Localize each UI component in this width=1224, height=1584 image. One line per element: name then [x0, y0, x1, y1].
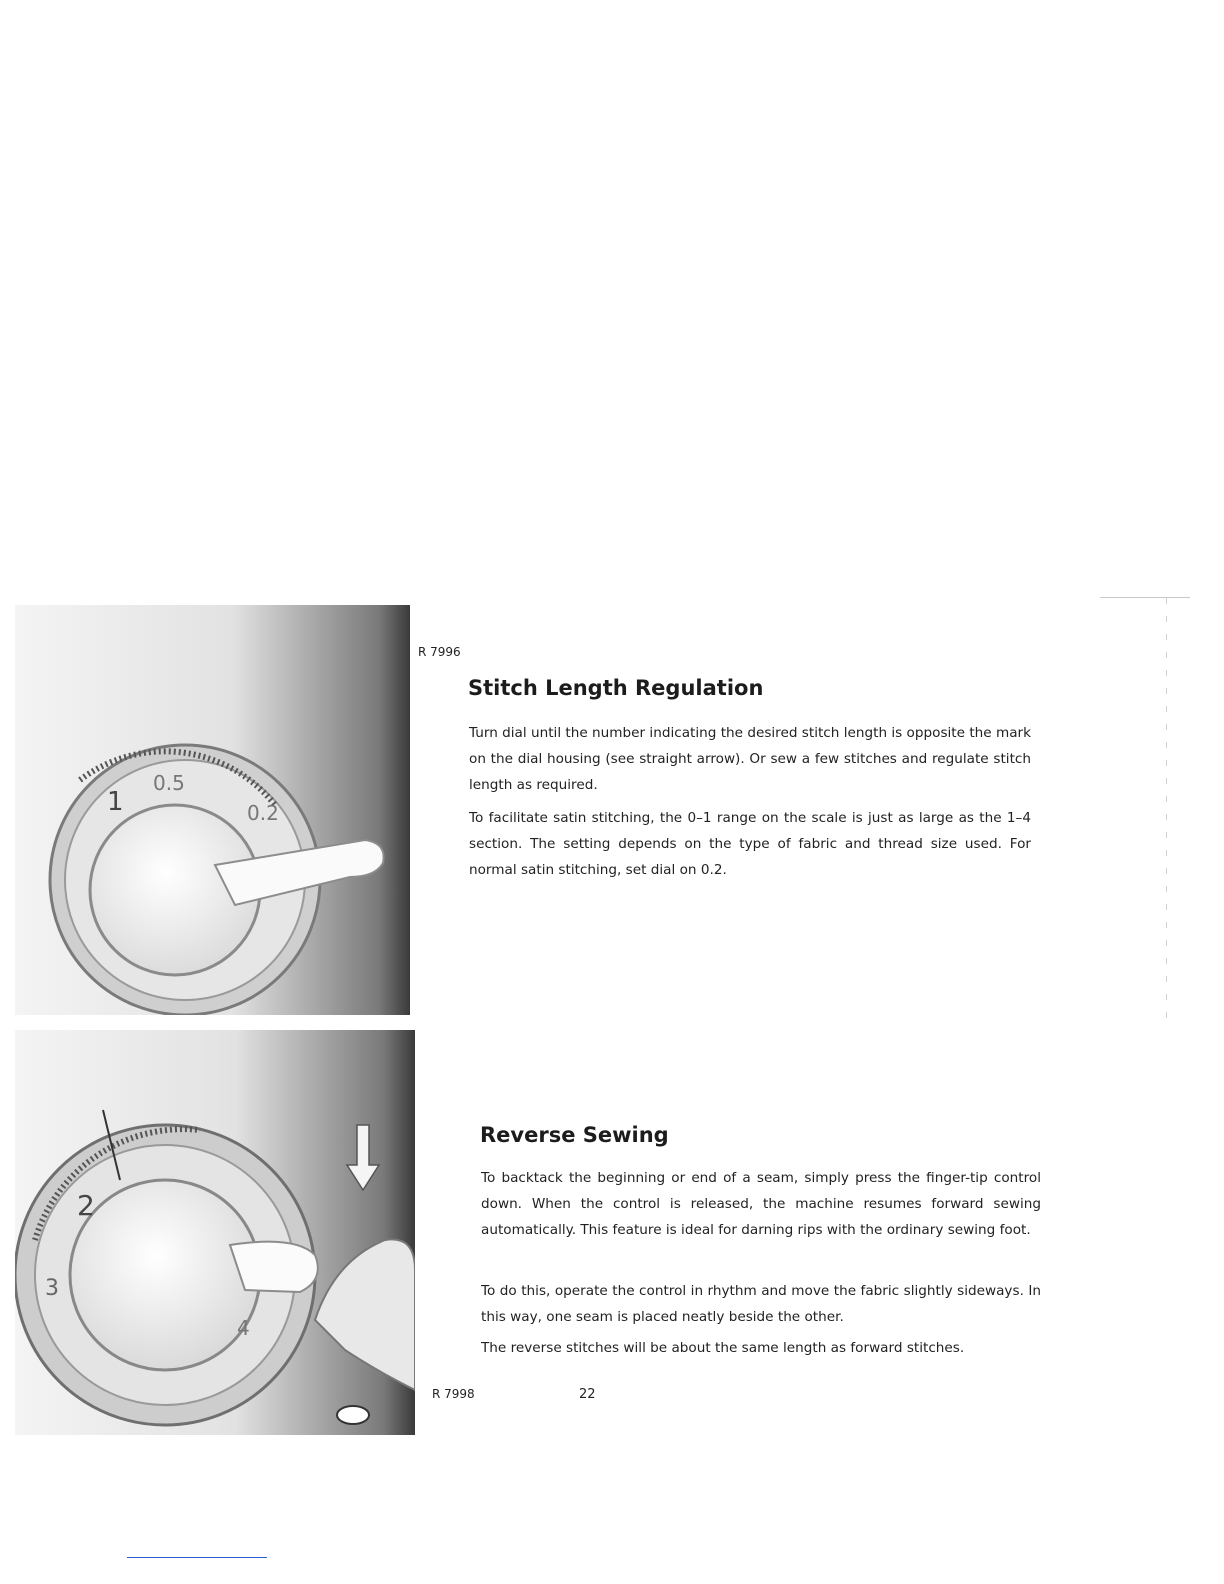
footer-rule: [127, 1557, 267, 1558]
paragraph: To backtack the beginning or end of a seam, simply press the finger-tip control down. When the control is released, the machine resumes forward sewing automatically. This feature is ideal for darning rips with the ordinary sewing foot.: [481, 1170, 1041, 1238]
dial-label-2: 0.5: [153, 771, 185, 795]
reverse-sewing-dial-photo: [15, 1030, 415, 1435]
dial-label-3: 4: [237, 1316, 250, 1340]
paragraph: To facilitate satin stitching, the 0–1 range on the scale is just as large as the 1–4 section. The setting depends on the type of fabric and thread size used. For normal satin stitching, set dial on 0.2.: [469, 810, 1031, 878]
paragraph: To do this, operate the control in rhythm and move the fabric slightly sideways. In this way, one seam is placed neatly beside the other.: [481, 1283, 1041, 1325]
scan-edge: [1166, 598, 1167, 1028]
page-number: 22: [579, 1387, 596, 1402]
figure-reference-top: R 7996: [418, 645, 461, 659]
dial-illustration-bottom: [15, 1030, 415, 1435]
stitch-length-dial-photo: [15, 605, 410, 1015]
scan-rule: [1100, 597, 1190, 598]
section-heading: Reverse Sewing: [480, 1123, 669, 1147]
dial-label-1: 2: [77, 1189, 95, 1222]
figure-reference-bottom: R 7998: [432, 1387, 475, 1401]
down-arrow-icon: [347, 1125, 379, 1190]
dial-label-1: 1: [107, 787, 124, 817]
paragraph: Turn dial until the number indicating the desired stitch length is opposite the mark on the dial housing (see straight arrow). Or sew a few stitches and regulate stitch length as required.: [469, 725, 1031, 793]
dial-label-2: 3: [45, 1276, 59, 1301]
dial-label-3: 0.2: [247, 801, 279, 825]
dial-illustration-top: [15, 605, 410, 1015]
paragraph: The reverse stitches will be about the same length as forward stitches.: [481, 1340, 965, 1356]
section-heading: Stitch Length Regulation: [468, 676, 764, 700]
